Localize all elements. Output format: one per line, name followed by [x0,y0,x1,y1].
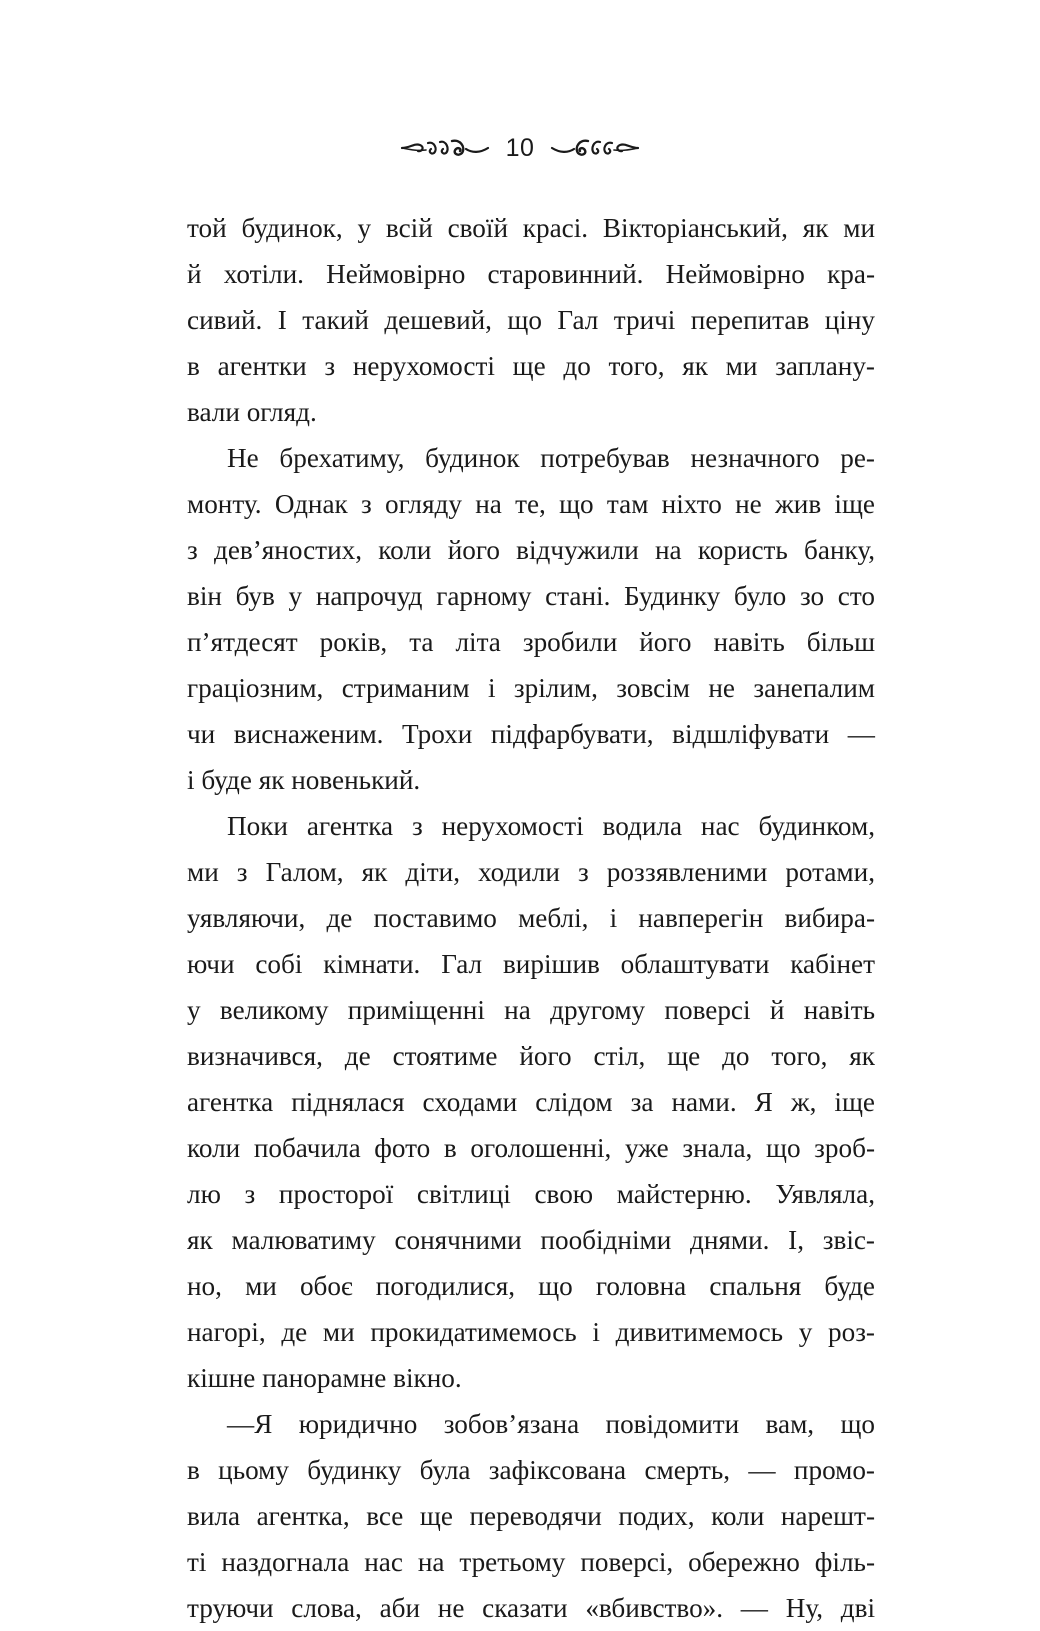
text-line: нагорі, де ми прокидатимемось і дивитимемось у роз- [187,1317,875,1347]
paragraph-first-line: Не брехатиму, будинок потребував незначного ре- [227,443,875,473]
text-line: ми з Галом, як діти, ходили з роззявленими ротами, [187,857,875,887]
text-line: труючи слова, аби не сказати «вбивство». — Ну, дві [187,1593,875,1623]
text-line: монту. Однак з огляду на те, що там ніхто не жив іще [187,489,875,519]
text-line: у великому приміщенні на другому поверсі й навіть [187,995,875,1025]
body-text [187,205,875,1631]
text-line: п’ятдесят років, та літа зробили його навіть більш [187,627,875,657]
text-line: сивий. І такий дешевий, що Гал тричі перепитав ціну [187,305,875,335]
text-line: він був у напрочуд гарному стані. Будинку було зо сто [187,581,875,611]
text-line: коли побачила фото в оголошенні, уже знала, що зроб- [187,1133,875,1163]
scroll-flourish-icon [400,137,490,159]
text-line: кішне панорамне вікно. [187,1363,462,1393]
text-line: агентка піднялася сходами слідом за нами. Я ж, іще [187,1087,875,1117]
text-line: той будинок, у всій своїй красі. Вікторіанський, як ми [187,213,875,243]
text-line: но, ми обоє погодилися, що головна спальня буде [187,1271,875,1301]
text-line: вила агентка, все ще переводячи подих, коли нарешт- [187,1501,875,1531]
text-line: уявляючи, де поставимо меблі, і навперегін вибира- [187,903,875,933]
text-line: й хотіли. Неймовірно старовинний. Неймовірно кра- [187,259,875,289]
paragraph-first-line: —Я юридично зобов’язана повідомити вам, що [227,1409,875,1439]
text-line: лю з просторої світлиці свою майстерню. Уявляла, [187,1179,875,1209]
page-header [0,128,1040,168]
text-line: і буде як новенький. [187,765,421,795]
text-line: визначився, де стоятиме його стіл, ще до того, як [187,1041,875,1071]
text-line: ючи собі кімнати. Гал вирішив облаштувати кабінет [187,949,875,979]
paragraph-first-line: Поки агентка з нерухомості водила нас будинком, [227,811,875,841]
text-line: чи виснаженим. Трохи підфарбувати, відшліфувати — [187,719,875,749]
text-line: граціозним, стриманим і зрілим, зовсім не занепалим [187,673,875,703]
text-line: ті наздогнала нас на третьому поверсі, обережно філь- [187,1547,875,1577]
text-line: в агентки з нерухомості ще до того, як ми заплану- [187,351,875,381]
text-line: в цьому будинку була зафіксована смерть, — промо- [187,1455,875,1485]
text-line: вали огляд. [187,397,317,427]
text-line: з дев’яностих, коли його відчужили на користь банку, [187,535,875,565]
page-number: 10 [505,133,535,162]
scroll-flourish-icon [550,137,640,159]
text-line: як малюватиму сонячними пообідніми днями. І, звіс- [187,1225,875,1255]
